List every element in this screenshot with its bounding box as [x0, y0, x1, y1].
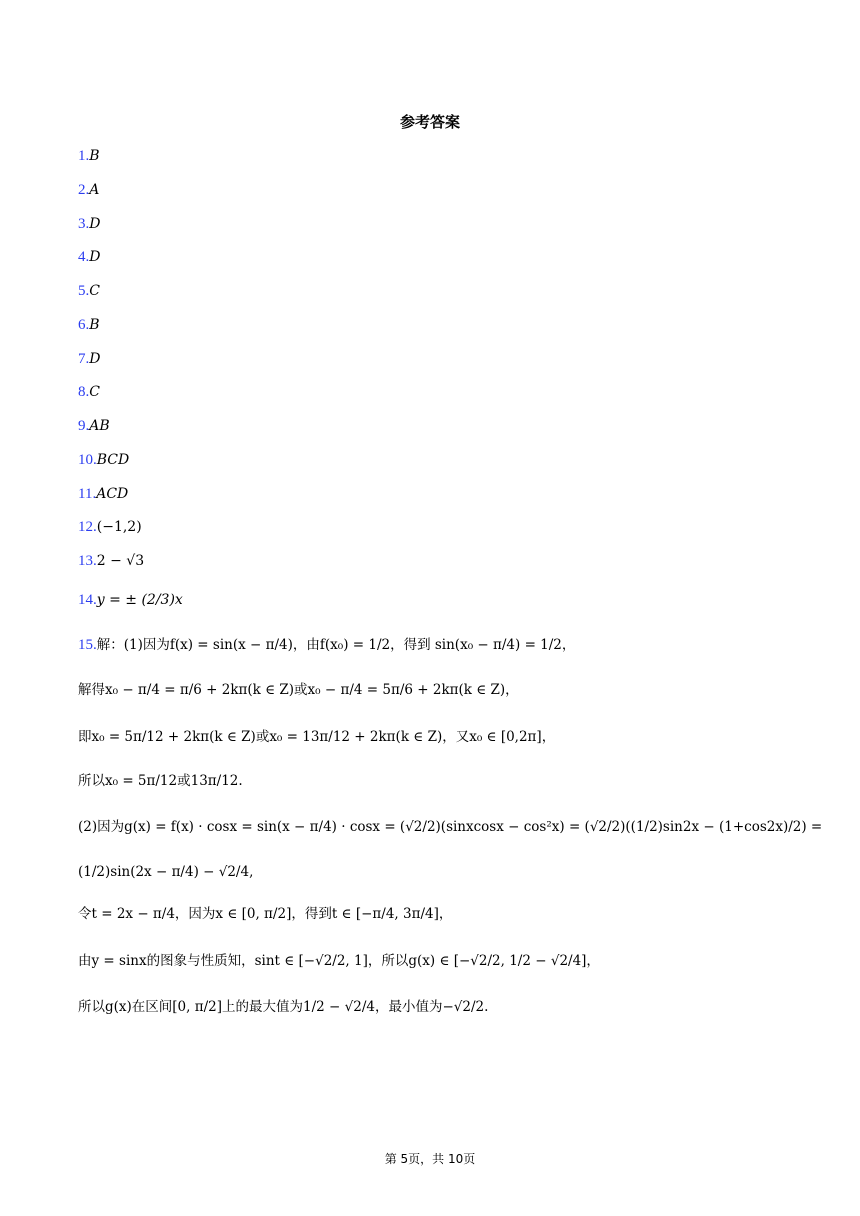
answer-number: 14. [78, 592, 97, 608]
answer-value: D [89, 216, 101, 232]
answer-number: 4. [78, 249, 90, 265]
answer-value: D [89, 351, 101, 367]
answer-value: B [89, 148, 100, 164]
answer-number: 15. [78, 637, 97, 653]
answer-item [78, 484, 128, 504]
solution-line: 所以g(x)在区间[0, π/2]上的最大值为1/2 − √2/4，最小值为−√2/2. [78, 999, 489, 1015]
answer-value: A [89, 182, 100, 198]
answer-number: 3. [78, 216, 90, 232]
answer-number: 7. [78, 351, 90, 367]
answer-value: BCD [96, 452, 130, 468]
answer-item [78, 281, 100, 301]
answer-item [78, 349, 100, 369]
answer-item [78, 590, 183, 610]
answer-value: B [89, 317, 100, 333]
answer-number: 1. [78, 148, 90, 164]
solution-line-text: 解：(1)因为f(x) = sin(x − π/4)，由f(x₀) = 1/2，得到 sin(x₀ − π/4) = 1/2， [96, 637, 576, 653]
answer-value: D [89, 249, 101, 265]
answer-item [78, 517, 142, 537]
answer-number: 8. [78, 384, 90, 400]
solution-line: 令t = 2x − π/4，因为x ∈ [0, π/2]，得到t ∈ [−π/4, 3π/4]， [78, 906, 453, 922]
answer-value: 2 − √3 [96, 553, 145, 569]
answer-number: 6. [78, 317, 90, 333]
solution-line: (1/2)sin(2x − π/4) − √2/4, [78, 864, 254, 880]
answer-item [78, 551, 144, 571]
solution-line: 所以x₀ = 5π/12或13π/12. [78, 773, 243, 789]
answer-item [78, 416, 110, 436]
solution-line: 解得x₀ − π/4 = π/6 + 2kπ(k ∈ Z)或x₀ − π/4 = 5π/6 + 2kπ(k ∈ Z)， [78, 682, 519, 698]
answer-number: 9. [78, 418, 90, 434]
answer-number: 12. [78, 519, 97, 535]
answer-item [78, 247, 100, 267]
solution-line: 由y = sinx的图象与性质知，sint ∈ [−√2/2, 1]，所以g(x) ∈ [−√2/2, 1/2 − √2/4]， [78, 953, 600, 969]
answer-value: C [89, 384, 100, 400]
solution-line: 即x₀ = 5π/12 + 2kπ(k ∈ Z)或x₀ = 13π/12 + 2kπ(k ∈ Z)，又x₀ ∈ [0,2π]， [78, 729, 556, 745]
answer-number: 5. [78, 283, 90, 299]
answer-number: 2. [78, 182, 90, 198]
answer-item [78, 382, 100, 402]
answer-item [78, 315, 100, 335]
answer-value: (−1,2) [96, 519, 142, 535]
answer-number: 10. [78, 452, 97, 468]
answer-value: AB [89, 418, 110, 434]
solution-line: (2)因为g(x) = f(x) · cosx = sin(x − π/4) · cosx = (√2/2)(sinxcosx − cos²x) = (√2/2)((1/2)sin2x − (1+cos2x)/2) = [78, 819, 823, 835]
answer-value: y = ± (2/3)x [96, 592, 183, 608]
page-title: 参考答案 [399, 113, 460, 131]
answer-value: C [89, 283, 100, 299]
page-footer: 第 5页，共 10页 [384, 1152, 476, 1166]
answer-value: ACD [96, 486, 129, 502]
answer-number: 13. [78, 553, 97, 569]
answer-number: 11. [78, 486, 97, 502]
answer-item [78, 146, 100, 166]
answer-item [78, 450, 129, 470]
solution-line [78, 634, 575, 656]
answer-item [78, 180, 99, 200]
answer-item [78, 214, 100, 234]
